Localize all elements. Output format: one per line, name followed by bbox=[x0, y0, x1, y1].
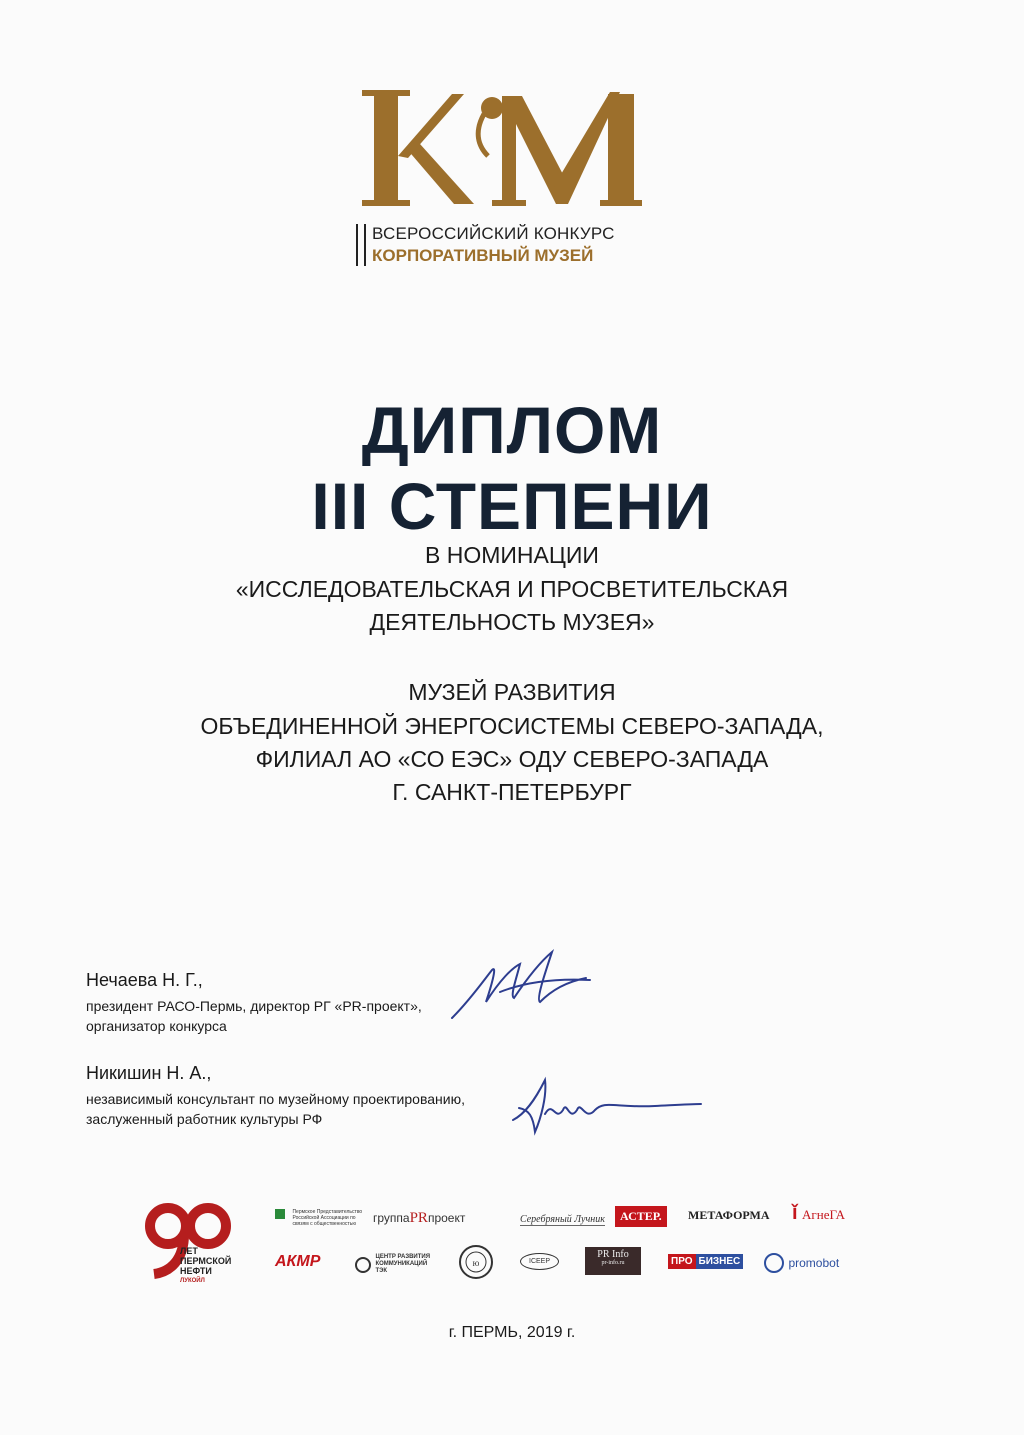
tek-text: ЦЕНТР РАЗВИТИЯ КОММУНИКАЦИЙ ТЭК bbox=[375, 1254, 431, 1274]
aster-text: АСТЕР. bbox=[615, 1206, 667, 1227]
iceep-logo bbox=[520, 1250, 559, 1270]
signer-2-name: Никишин Н. А., bbox=[86, 1063, 212, 1083]
agniya-logo bbox=[792, 1202, 845, 1225]
signer-2-role-1: независимый консультант по музейному проектированию, bbox=[86, 1091, 465, 1107]
akmr-logo: АКМР bbox=[275, 1253, 321, 1270]
aster-logo bbox=[615, 1206, 667, 1227]
recipient-line-3: ФИЛИАЛ АО «СО ЕЭС» ОДУ СЕВЕРО-ЗАПАДА bbox=[255, 746, 769, 772]
agniya-figure-icon: ǐ bbox=[792, 1202, 798, 1224]
pr-project-prefix: группа bbox=[373, 1211, 410, 1225]
place-date: г. ПЕРМЬ, 2019 г. bbox=[448, 1324, 576, 1341]
signer-1-name: Нечаева Н. Г., bbox=[86, 970, 203, 990]
diploma-title: ДИПЛОМ bbox=[361, 393, 663, 467]
prinfo-text: PR Info bbox=[597, 1249, 629, 1260]
agniya-text: АгнеГА bbox=[802, 1207, 845, 1222]
raso-square-icon bbox=[275, 1209, 285, 1219]
promobot-logo bbox=[764, 1253, 839, 1273]
tek-logo bbox=[355, 1254, 437, 1275]
svg-text:ю: ю bbox=[472, 1258, 480, 1268]
probiznes-logo bbox=[668, 1256, 743, 1267]
signer-1-role-2: организатор конкурса bbox=[86, 1018, 227, 1034]
pr-project-suffix: проект bbox=[427, 1211, 466, 1225]
prinfo-logo bbox=[585, 1247, 641, 1275]
iceep-text: ICEEP bbox=[520, 1253, 559, 1270]
recipient-line-4: Г. САНКТ-ПЕТЕРБУРГ bbox=[392, 779, 632, 805]
metaforma-logo: МЕТАФОРМА bbox=[688, 1208, 770, 1222]
raso-logo bbox=[275, 1209, 363, 1227]
promobot-text: promobot bbox=[788, 1256, 840, 1270]
recipient-line-2: ОБЪЕДИНЕННОЙ ЭНЕРГОСИСТЕМЫ СЕВЕРО-ЗАПАДА, bbox=[200, 713, 824, 739]
nomination-intro: В НОМИНАЦИИ bbox=[425, 542, 599, 568]
diploma-degree: III СТЕПЕНИ bbox=[311, 469, 713, 543]
contest-logo bbox=[356, 86, 656, 266]
anniversary-logo bbox=[140, 1200, 240, 1285]
anniversary-line-2: ПЕРМСКОЙ bbox=[180, 1256, 232, 1266]
signer-1-role-1: президент РАСО-Пермь, директор РГ «PR-проект», bbox=[86, 998, 422, 1014]
anniversary-brand: ЛУКОЙЛ bbox=[180, 1278, 205, 1284]
tek-gear-icon bbox=[355, 1257, 371, 1273]
pr-project-pr: PR bbox=[409, 1210, 428, 1226]
nomination-line-2: ДЕЯТЕЛЬНОСТЬ МУЗЕЯ» bbox=[369, 609, 655, 635]
signer-2-role-2: заслуженный работник культуры РФ bbox=[86, 1111, 323, 1127]
emblem-seal-icon bbox=[458, 1244, 494, 1280]
prinfo-site: pr-info.ru bbox=[601, 1260, 625, 1266]
emblem-logo bbox=[458, 1244, 494, 1285]
anniversary-line-3: НЕФТИ bbox=[180, 1266, 212, 1276]
recipient-line-1: МУЗЕЙ РАЗВИТИЯ bbox=[408, 679, 616, 705]
probiznes-text: БИЗНЕС bbox=[696, 1254, 744, 1269]
logo-line-museum: КОРПОРАТИВНЫЙ МУЗЕЙ bbox=[372, 246, 594, 265]
anniversary-line-1: ЛЕТ bbox=[180, 1246, 198, 1256]
luchnik-logo: Серебряный Лучник bbox=[520, 1214, 605, 1225]
promobot-robot-icon bbox=[764, 1253, 784, 1273]
signature-2 bbox=[505, 1070, 705, 1140]
probiznes-pro: ПРО bbox=[668, 1254, 696, 1269]
logo-line-contest: ВСЕРОССИЙСКИЙ КОНКУРС bbox=[372, 224, 615, 243]
raso-text: Пермское Представительство Российской Ассоциации по связям с общественностью bbox=[292, 1209, 363, 1227]
pr-project-logo bbox=[373, 1210, 465, 1227]
km-monogram-logo bbox=[356, 86, 656, 216]
logo-bars bbox=[356, 224, 366, 266]
nomination-line-1: «ИССЛЕДОВАТЕЛЬСКАЯ И ПРОСВЕТИТЕЛЬСКАЯ bbox=[235, 576, 789, 602]
signature-1 bbox=[440, 940, 600, 1030]
